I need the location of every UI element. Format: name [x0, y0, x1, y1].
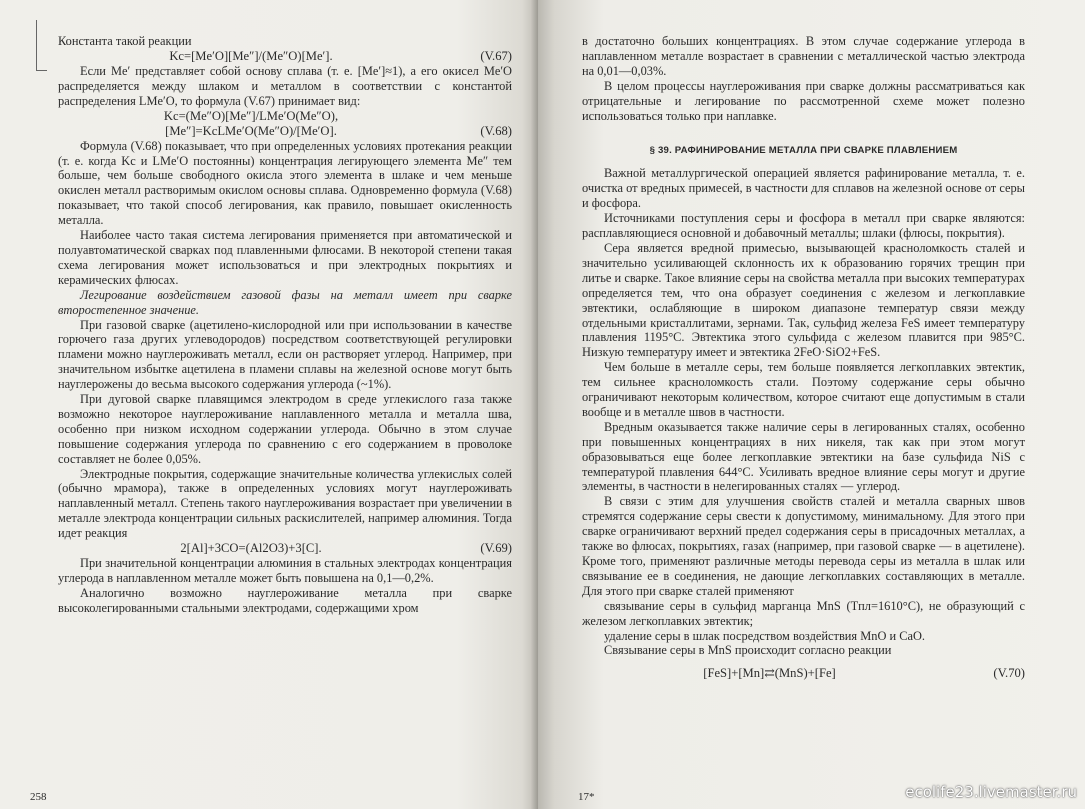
- paragraph: Связывание серы в MnS происходит согласно реакции: [604, 643, 892, 658]
- right-page: [538, 0, 1085, 809]
- equation-formula: Kc=[Me′O][Me″]/(Me″O)[Me′].: [169, 48, 333, 63]
- paragraph: Константа такой реакции: [58, 34, 192, 48]
- left-page: [0, 0, 538, 809]
- paragraph: В целом процессы науглероживания при сварке должны рассматриваться как отрицательные и легирование по рассмотренной схеме может полезно использоваться только при наплавке.: [582, 78, 1025, 123]
- paragraph: При дуговой сварке плавящимся электродом в среде углекислого газа также возможно некоторое науглероживание наплавленного металла и металла шва, особенно при низком исходном содержании углерода. Обычно в этом случае повышение содержания углерода по сравнению с его содержанием в проволоке составляет не более 0,05%.: [58, 392, 512, 466]
- paragraph: связывание серы в сульфид марганца MnS (Tпл=1610°C), не образующий с железом легкоплавких эвтектик;: [582, 598, 1025, 628]
- paragraph: При газовой сварке (ацетилено-кислородной или при использовании в качестве горючего газа других углеводородов) посредством соответствующей регулировки пламени можно науглероживать металл, если он растворяет углерод. Например, при значительном избытке ацетилена в пламени сплавы на железной основе могут быть науглерожены до весьма высокого содержания углерода (~1%).: [58, 317, 512, 392]
- equation-v68-line1: [58, 109, 512, 124]
- paragraph: Формула (V.68) показывает, что при определенных условиях протекания реакции (т. е. когда Kc и LMe′O постоянны) концентрация легирующего элемента Me″ тем больше, чем больше свободного окисла этого элемента в шлаке и чем меньше окислен металл растворимым окислом основы сплава. Одновременно формула (V.68) показывает, что такой способ легирования, как правило, повышает окисленность металла.: [58, 138, 512, 228]
- paragraph: в достаточно больших концентрациях. В этом случае содержание углерода в наплавленном металле возрастает в сравнении с металлической частью электрода на 0,01—0,03%.: [582, 34, 1025, 78]
- equation-number: (V.68): [480, 123, 512, 138]
- paragraph: При значительной концентрации алюминия в стальных электродах концентрация углерода в наплавленном металле может быть повышена на 0,1—0,2%.: [58, 556, 512, 585]
- paragraph: Чем больше в металле серы, тем больше появляется легкоплавких эвтектик, тем сильнее красноломкость стали. Поэтому содержание серы обычно ограничивают некоторым количеством, которое считают еще допустимым в стали вообще и в металле швов в частности.: [582, 360, 1025, 419]
- paragraph: удаление серы в шлак посредством воздействия MnO и CaO.: [604, 628, 926, 643]
- equation-formula: 2[Al]+3CO=(Al2O3)+3[C].: [180, 541, 322, 556]
- equation-formula: Kc=(Me″O)[Me″]/LMe′O(Me″O),: [163, 108, 339, 123]
- paragraph: Наиболее часто такая система легирования применяется при автоматической и полуавтоматической сварках под плавленными флюсами. В некоторой степени такая схема легирования может использоваться и при электродных покрытиях и керамических флюсах.: [58, 228, 512, 287]
- paragraph: Если Me′ представляет собой основу сплава (т. е. [Me′]≈1), а его окисел Me′O распределяется между шлаком и металлом в соответствии с константой распределения LMe′O, то формула (V.67) принимает вид:: [58, 63, 512, 108]
- equation-number: (V.67): [480, 48, 512, 63]
- paragraph: Аналогично возможно науглероживание металла при сварке высоколегированными стальными электродами, содержащими хром: [58, 585, 512, 615]
- equation-formula: [Me″]=KcLMe′O(Me″O)/[Me′O].: [165, 123, 337, 138]
- paragraph: Источниками поступления серы и фосфора в металл при сварке являются: расплавляющиеся основной и добавочный металлы; шлаки (флюсы, покрытия).: [582, 211, 1025, 241]
- paragraph: Сера является вредной примесью, вызывающей красноломкость сталей и значительно усиливающей склонность их к образованию горячих трещин при литье и сварке. Такое влияние серы на свойства металла при высоких температурах определяется тем, что она образует соединения с железом и легкоплавкие эвтектики, ослабляющие в широком диапазоне температур связи между отдельными кристаллитами, зернами. Так, сульфид железа FeS имеет температуру плавления 1195°C. Эвтектика этого сульфида с железом плавится при 985°C. Низкую температуру имеет и эвтектика 2FeO·SiO2+FeS.: [582, 240, 1025, 360]
- equation-number: (V.69): [480, 541, 512, 556]
- equation-formula: [FeS]+[Mn]⇄(MnS)+[Fe]: [703, 666, 836, 681]
- paragraph: Электродные покрытия, содержащие значительные количества углекислых солей (обычно мрамора), также в определенных условиях могут науглероживать наплавленный металл. Степень такого науглероживания возрастает при увеличении в металле электрода концентрации сильных раскислителей, например алюминия. Тогда идет реакция: [58, 466, 512, 541]
- watermark: ecolife23.livemaster.ru: [905, 783, 1077, 801]
- paragraph: Вредным оказывается также наличие серы в легированных сталях, особенно при повышенных концентрациях в них никеля, так как при этом могут образовываться еще более легкоплавкие эвтектики на базе сульфида NiS с температурой плавления 644°C. Усиливать вредное влияние серы могут и другие элементы, в частности в нелегированных сталях — углерод.: [582, 419, 1025, 494]
- signature-mark: 17*: [578, 791, 595, 803]
- equation-v67: [58, 49, 512, 64]
- paragraph-italic: Легирование воздействием газовой фазы на металл имеет при сварке второстепенное значение.: [58, 287, 512, 317]
- section-heading: § 39. РАФИНИРОВАНИЕ МЕТАЛЛА ПРИ СВАРКЕ ПЛАВЛЕНИЕМ: [649, 145, 958, 157]
- equation-v68-line2: [58, 124, 512, 139]
- equation-v70: [582, 666, 1025, 681]
- margin-pencil-mark: [36, 20, 47, 71]
- paragraph: Важной металлургической операцией является рафинирование металла, т. е. очистка от вредных примесей, в частности для сплавов на железной основе от серы и фосфора.: [582, 166, 1025, 211]
- equation-number: (V.70): [993, 666, 1025, 681]
- page-number: 258: [30, 791, 47, 803]
- paragraph: В связи с этим для улучшения свойств сталей и металла сварных швов стремятся содержание серы свести к допустимому, минимальному. Для этого при сварке ограничивают верхний предел содержания серы в присадочных металлах, а также во флюсах, покрытиях, газах (например, при газовой сварке — в ацетилене). Кроме того, применяют различные методы перевода серы из металла в шлак или связывание ее в соединения, не дающие легкоплавких составляющих в металле. Для этого при сварке сталей применяют: [582, 494, 1025, 598]
- equation-v69: [58, 541, 512, 556]
